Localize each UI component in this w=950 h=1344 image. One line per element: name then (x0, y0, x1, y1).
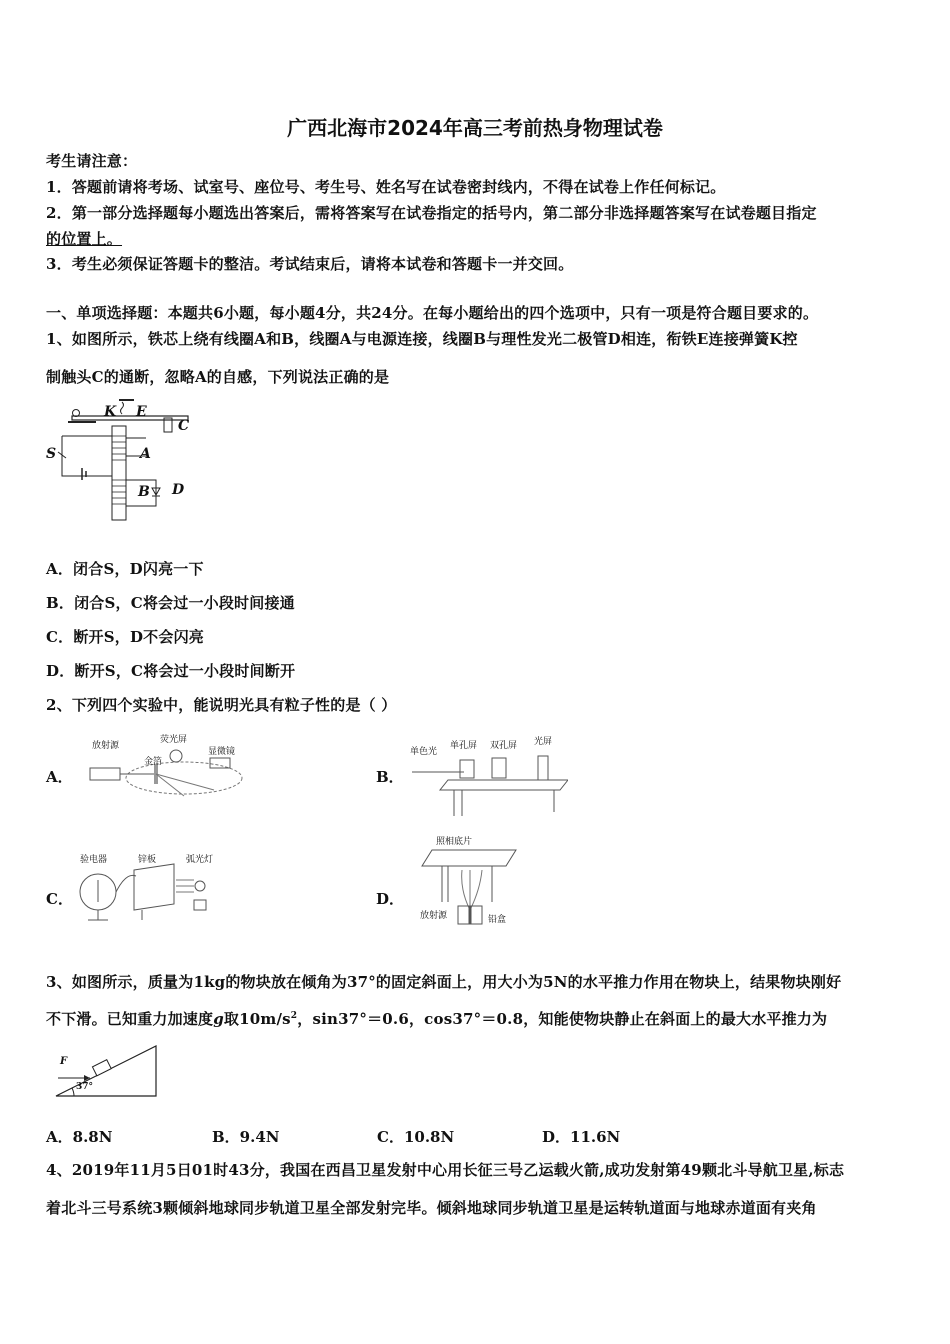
q1-circuit-figure (44, 396, 204, 524)
q1-option-b: B．闭合S，C将会过一小段时间接通 (46, 594, 295, 612)
fig-a-label-4: 显微镜 (208, 747, 236, 757)
label-d: D (172, 482, 185, 498)
q3-option-b: B．9.4N (212, 1128, 280, 1146)
label-a: A (140, 446, 151, 462)
q3-option-a: A．8.8N (46, 1128, 113, 1146)
q2-stem: 2、下列四个实验中，能说明光具有粒子性的是（ ） (46, 696, 397, 714)
q3-option-c: C．10.8N (377, 1128, 455, 1146)
section-heading: 一、单项选择题：本题共6小题，每小题4分，共24分。在每小题给出的四个选项中，只有一项是符合题目要求的。 (46, 304, 819, 322)
notice-item-2: 2．第一部分选择题每小题选出答案后，需将答案写在试卷指定的括号内，第二部分非选择题答案写在试卷题目指定 (46, 204, 817, 222)
notice-heading: 考生请注意： (46, 152, 138, 170)
fig-d-label-3: 铅盒 (488, 915, 507, 925)
q2-option-c-letter: C． (46, 890, 73, 908)
q3-line2-b: 取10m/s (223, 1010, 291, 1028)
q3-label-angle: 37° (76, 1082, 94, 1092)
q3-line2-c: ，sin37°＝0.6，cos37°＝0.8，知能使物块静止在斜面上的最大水平推力为 (297, 1010, 828, 1028)
notice-item-3: 3．考生必须保证答题卡的整洁。考试结束后，请将本试卷和答题卡一并交回。 (46, 255, 574, 273)
q2-option-b-letter: B． (376, 768, 404, 786)
q1-option-c: C．断开S，D不会闪亮 (46, 628, 204, 646)
q3-label-f: F (60, 1056, 68, 1067)
q1-stem-line1: 1、如图所示，铁芯上绕有线圈A和B，线圈A与电源连接，线圈B与理性发光二极管D相连，衔铁E连接弹簧K控 (46, 330, 798, 348)
q2-option-a-letter: A． (46, 768, 73, 786)
q2-figure-c (76, 852, 226, 928)
fig-b-label-2: 单孔屏 (450, 741, 478, 751)
label-c: C (178, 418, 190, 434)
label-k: K (104, 404, 117, 420)
fig-b-label-4: 光屏 (534, 737, 553, 747)
q1-option-d: D．断开S，C将会过一小段时间断开 (46, 662, 296, 680)
page-title: 广西北海市2024年高三考前热身物理试卷 (287, 116, 663, 140)
notice-item-2-cont: 的位置上。 (46, 230, 123, 248)
label-s: S (46, 446, 57, 462)
label-e: E (136, 404, 147, 420)
q3-sup: 2 (290, 1011, 298, 1021)
fig-c-label-2: 锌板 (138, 855, 157, 865)
fig-c-label-3: 弧光灯 (186, 855, 214, 865)
q2-figure-a (84, 735, 244, 802)
q4-stem-line1: 4、2019年11月5日01时43分，我国在西昌卫星发射中心用长征三号乙运载火箭,成功发射第49颗北斗导航卫星,标志 (46, 1161, 845, 1179)
q1-option-a: A．闭合S，D闪亮一下 (46, 560, 204, 578)
q3-stem-line1: 3、如图所示，质量为1kg的物块放在倾角为37°的固定斜面上，用大小为5N的水平推力作用在物块上，结果物块刚好 (46, 973, 842, 991)
q2-figure-b (404, 732, 568, 816)
q2-option-d-letter: D． (376, 890, 405, 908)
q3-symbol-g: g (213, 1010, 224, 1028)
fig-b-label-3: 双孔屏 (490, 741, 518, 751)
q3-incline-figure (52, 1044, 160, 1100)
fig-d-label-2: 放射源 (420, 911, 448, 921)
fig-b-label-1: 单色光 (410, 747, 438, 757)
fig-a-label-3: 金箔 (144, 757, 163, 767)
q4-stem-line2: 着北斗三号系统3颗倾斜地球同步轨道卫星全部发射完毕。倾斜地球同步轨道卫星是运转轨道面与地球赤道面有夹角 (46, 1199, 817, 1217)
fig-a-label-2: 荧光屏 (160, 735, 188, 745)
q1-stem-line2: 制触头C的通断，忽略A的自感，下列说法正确的是 (46, 368, 390, 386)
label-b: B (138, 484, 150, 500)
fig-d-label-1: 照相底片 (436, 837, 473, 847)
q3-stem-line2 (46, 1008, 827, 1029)
q3-option-d: D．11.6N (542, 1128, 621, 1146)
notice-item-1: 1．答题前请将考场、试室号、座位号、考生号、姓名写在试卷密封线内，不得在试卷上作任何标记。 (46, 178, 726, 196)
q2-figure-d (418, 832, 518, 928)
fig-c-label-1: 验电器 (80, 855, 108, 865)
fig-a-label-1: 放射源 (92, 741, 120, 751)
q3-line2-a: 不下滑。已知重力加速度 (46, 1010, 214, 1028)
